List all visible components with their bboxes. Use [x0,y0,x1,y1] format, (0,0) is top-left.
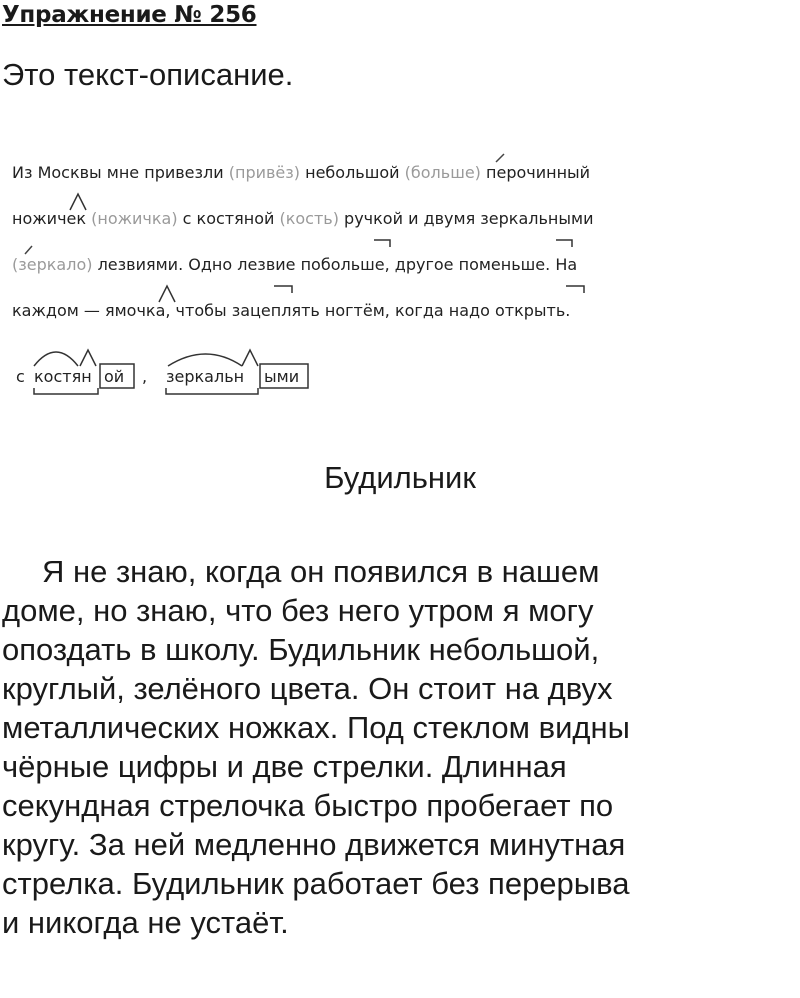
analysis-line-4 [12,288,712,334]
word-structure-schemes [16,338,336,398]
scheme-word1-ending: ой [104,367,125,386]
analysis-line-2 [12,196,712,242]
morphemic-analysis [12,150,712,334]
story-line: и никогда не устаёт. [2,905,289,940]
analysis-text: перочинный [480,163,591,182]
story-line: круглый, зелёного цвета. Он стоит на двух [2,671,613,706]
analysis-text: с костяной [177,209,280,228]
story-line: Я не знаю, когда он появился в нашем [42,554,600,589]
story-title: Будильник [324,460,476,495]
scheme-comma: , [142,367,148,386]
analysis-line-1 [12,150,712,196]
word-structure-drawing [16,338,336,398]
exercise-heading: Упражнение № 256 [2,2,257,28]
analysis-text: небольшой [300,163,405,182]
scheme-word1-stem: костян [34,367,92,386]
answer-text: Это текст-описание. [2,57,294,92]
root-check-word: (привёз) [228,163,301,182]
analysis-text: ручкой и двумя зеркальными [338,209,594,228]
root-check-word: (кость) [279,209,339,228]
story-text [2,552,800,942]
root-check-word: (больше) [404,163,481,182]
scheme-word2-ending: ыми [264,367,300,386]
story-line: доме, но знаю, что без него утром я могу [2,593,594,628]
root-check-word: (зеркало) [12,255,93,274]
analysis-text: ножичек [12,209,92,228]
story-line: опоздать в школу. Будильник небольшой, [2,632,600,667]
scheme-prefix: с [16,367,25,386]
story-line: металлических ножках. Под стеклом видны [2,710,630,745]
story-line: секундная стрелочка быстро пробегает по [2,788,614,823]
root-check-word: (ножичка) [91,209,178,228]
scheme-word2-stem: зеркальн [166,367,245,386]
analysis-text: каждом — ямочка, чтобы зацеплять ногтём, когда надо открыть. [12,301,571,320]
analysis-line-3 [12,242,712,288]
story-line: стрелка. Будильник работает без перерыва [2,866,630,901]
story-line: кругу. За ней медленно движется минутная [2,827,626,862]
analysis-text: Из Москвы мне привезли [12,163,229,182]
analysis-text: лезвиями. Одно лезвие побольше, другое поменьше. На [92,255,578,274]
story-line: чёрные цифры и две стрелки. Длинная [2,749,567,784]
